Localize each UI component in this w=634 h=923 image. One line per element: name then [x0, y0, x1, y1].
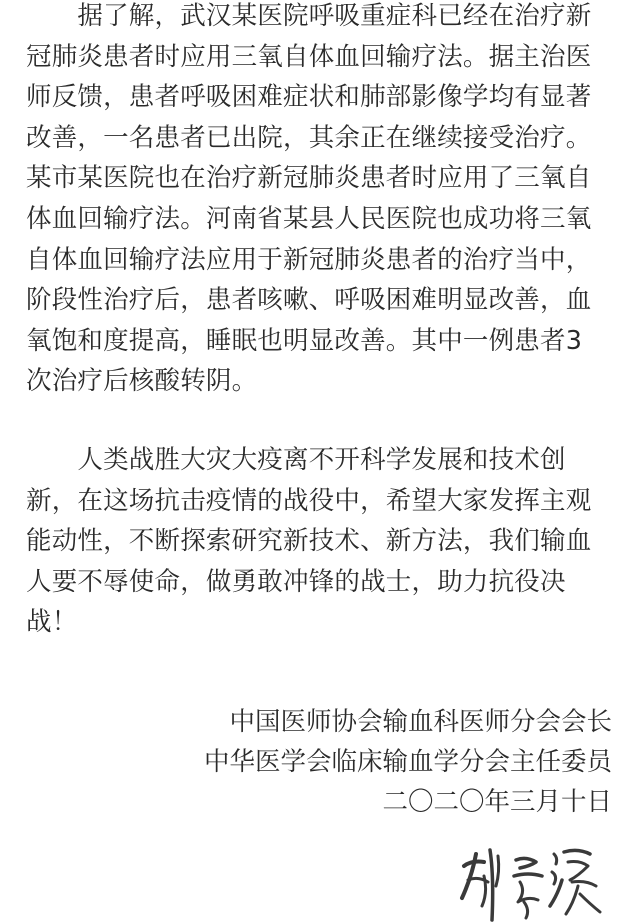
text-line: 战！ — [26, 607, 78, 638]
signature-block — [204, 702, 612, 822]
signer-title-2: 中华医学会临床输血学分会主任委员 — [203, 747, 612, 777]
text-line: 体血回输疗法。河南省某县人民医院也成功将三氧 — [26, 203, 592, 234]
handwritten-signature-icon — [454, 836, 604, 922]
text-line: 人类战胜大灾大疫离不开科学发展和技术创 — [26, 445, 566, 475]
text-line: 阶段性治疗后，患者咳嗽、呼吸困难明显改善，血 — [26, 285, 592, 316]
text-line: 氧饱和度提高，睡眠也明显改善。其中一例患者3 — [26, 325, 583, 356]
text-line: 改善，一名患者已出院，其余正在继续接受治疗。 — [26, 122, 592, 153]
text-line: 某市某医院也在治疗新冠肺炎患者时应用了三氧自 — [26, 163, 592, 194]
text-line: 能动性，不断探索研究新技术、新方法，我们输血 — [26, 526, 592, 557]
paragraph-call-to-action — [26, 440, 626, 643]
text-line: 次治疗后核酸转阴。 — [26, 366, 258, 397]
signature-date: 二〇二〇年三月十日 — [382, 787, 612, 817]
paragraph-treatment-report — [26, 0, 626, 402]
text-line: 新，在这场抗击疫情的战役中，希望大家发挥主观 — [26, 485, 592, 516]
text-line: 师反馈，患者呼吸困难症状和肺部影像学均有显著 — [26, 82, 592, 113]
text-line: 冠肺炎患者时应用三氧自体血回输疗法。据主治医 — [26, 41, 592, 72]
text-line: 人要不辱使命，做勇敢冲锋的战士，助力抗役决 — [26, 566, 566, 597]
text-line: 自体血回输疗法应用于新冠肺炎患者的治疗当中， — [26, 244, 592, 275]
signer-title-1: 中国医师协会输血科医师分会会长 — [229, 707, 612, 737]
text-line: 据了解，武汉某医院呼吸重症科已经在治疗新 — [26, 1, 592, 31]
